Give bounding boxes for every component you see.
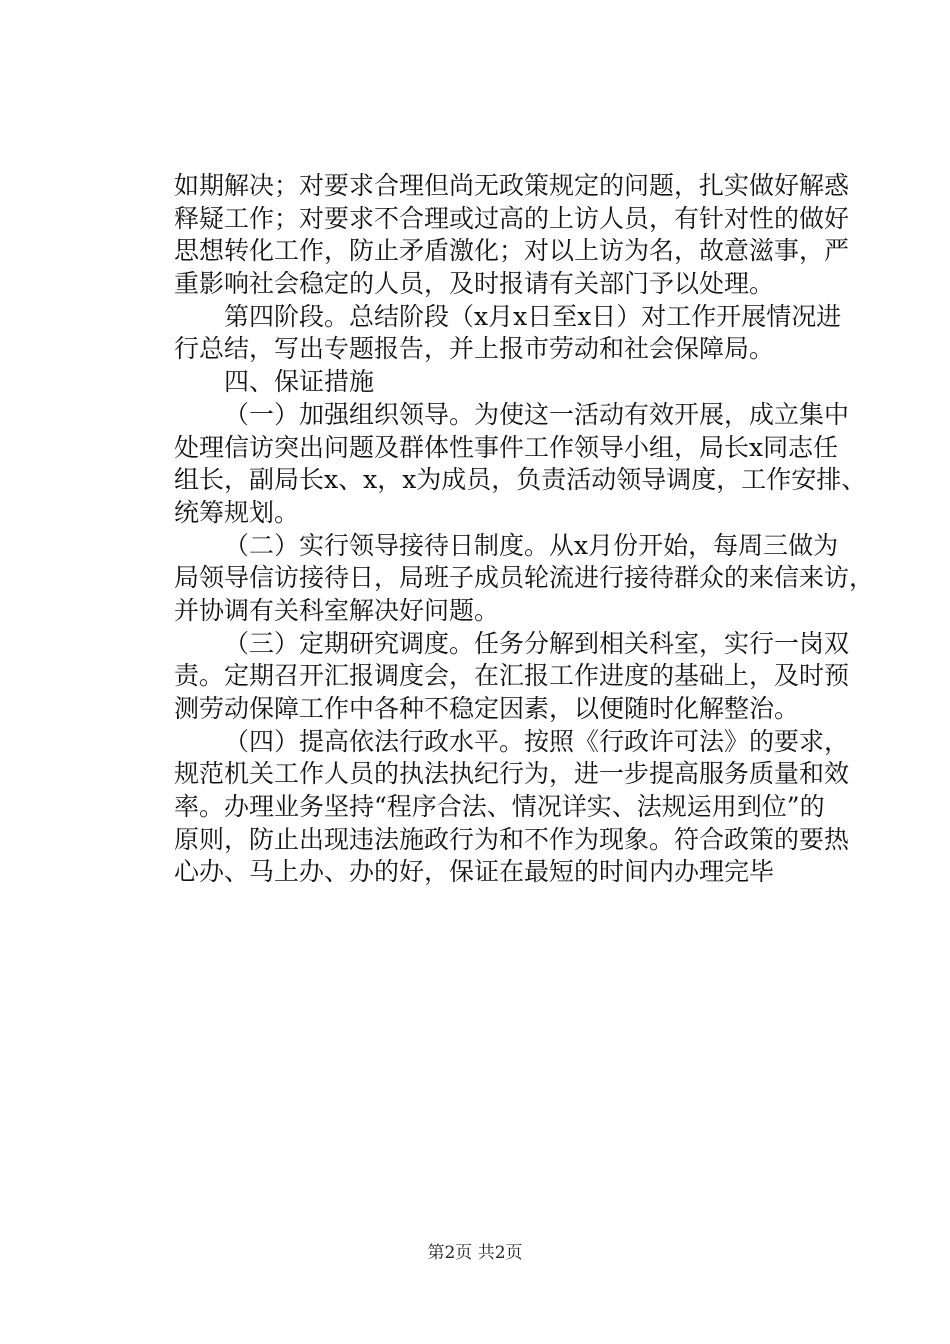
text-line: 并协调有关科室解决好问题。 [174, 595, 500, 625]
text-line: 原则，防止出现违法施政行为和不作为现象。符合政策的要热 [174, 824, 850, 854]
text-line: 重影响社会稳定的人员，及时报请有关部门予以处理。 [174, 269, 775, 299]
text-line: 处理信访突出问题及群体性事件工作领导小组，局长x同志任 [174, 432, 839, 462]
text-line: 第四阶段。总结阶段（x月x日至x日）对工作开展情况进 [224, 301, 842, 331]
text-line: 测劳动保障工作中各种不稳定因素，以便随时化解整治。 [174, 694, 800, 723]
text-line: （四）提高依法行政水平。按照《行政许可法》的要求， [224, 726, 850, 756]
document-body [174, 170, 875, 889]
text-line: 如期解决；对要求合理但尚无政策规定的问题，扎实做好解惑 [174, 171, 850, 200]
text-line: （二）实行领导接待日制度。从x月份开始，每周三做为 [224, 530, 839, 560]
text-line: 责。定期召开汇报调度会，在汇报工作进度的基础上，及时预 [174, 661, 850, 691]
text-line: 心办、马上办、办的好，保证在最短的时间内办理完毕 [174, 857, 775, 887]
text-line: 思想转化工作，防止矛盾激化；对以上访为名，故意滋事，严 [174, 236, 850, 266]
text-line: （一）加强组织领导。为使这一活动有效开展，成立集中 [224, 399, 850, 429]
text-line: 统筹规划。 [174, 497, 300, 527]
text-line: 释疑工作；对要求不合理或过高的上访人员，有针对性的做好 [174, 203, 850, 233]
text-line: 行总结，写出专题报告，并上报市劳动和社会保障局。 [174, 334, 775, 364]
section-heading: 四、保证措施 [224, 367, 375, 397]
text-line: 组长，副局长x、x，x为成员，负责活动领导调度，工作安排、 [174, 465, 867, 495]
text-line: 规范机关工作人员的执法执纪行为，进一步提高服务质量和效 [174, 759, 850, 789]
page-number-footer: 第2页 共2页 [427, 1243, 523, 1263]
text-line: （三）定期研究调度。任务分解到相关科室，实行一岗双 [224, 628, 850, 658]
text-line: 率。办理业务坚持“程序合法、情况详实、法规运用到位”的 [174, 792, 825, 822]
text-line: 局领导信访接待日，局班子成员轮流进行接待群众的来信来访， [174, 563, 875, 593]
